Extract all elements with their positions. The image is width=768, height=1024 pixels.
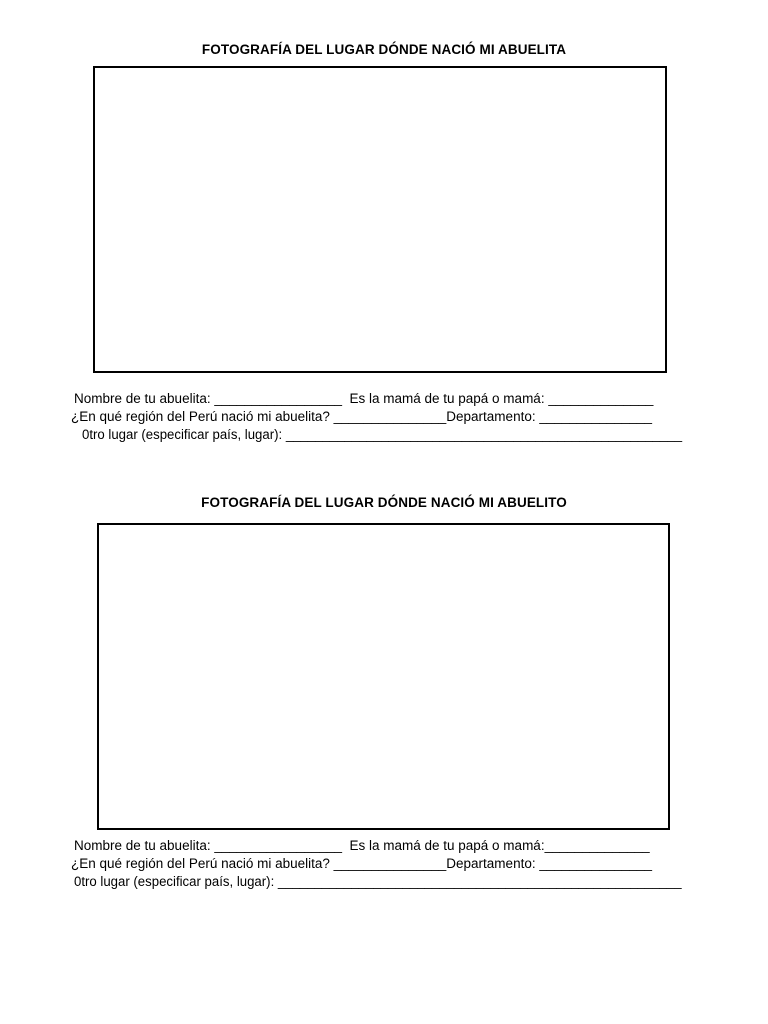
grandfather-name-line: Nombre de tu abuelita: _________________ Es la mamá de tu papá o mamá:______________ [74,838,650,853]
grandfather-region-line: ¿En qué región del Perú nació mi abuelita? _______________Departamento: _______________ [71,856,652,871]
section-2-title: FOTOGRAFÍA DEL LUGAR DÓNDE NACIÓ MI ABUELITO [201,495,567,510]
grandmother-name-line: Nombre de tu abuelita: _________________ Es la mamá de tu papá o mamá: ______________ [74,391,654,406]
photo-placeholder-grandmother [93,66,667,373]
grandfather-other-place-line: 0tro lugar (especificar país, lugar): _______________________________________________________ [74,874,682,889]
section-1-title: FOTOGRAFÍA DEL LUGAR DÓNDE NACIÓ MI ABUELITA [201,42,567,57]
grandmother-region-line: ¿En qué región del Perú nació mi abuelita? _______________Departamento: _______________ [71,409,652,424]
grandmother-other-place-line: 0tro lugar (especificar país, lugar): ______________________________________________________ [82,427,683,442]
photo-placeholder-grandfather [97,523,670,830]
